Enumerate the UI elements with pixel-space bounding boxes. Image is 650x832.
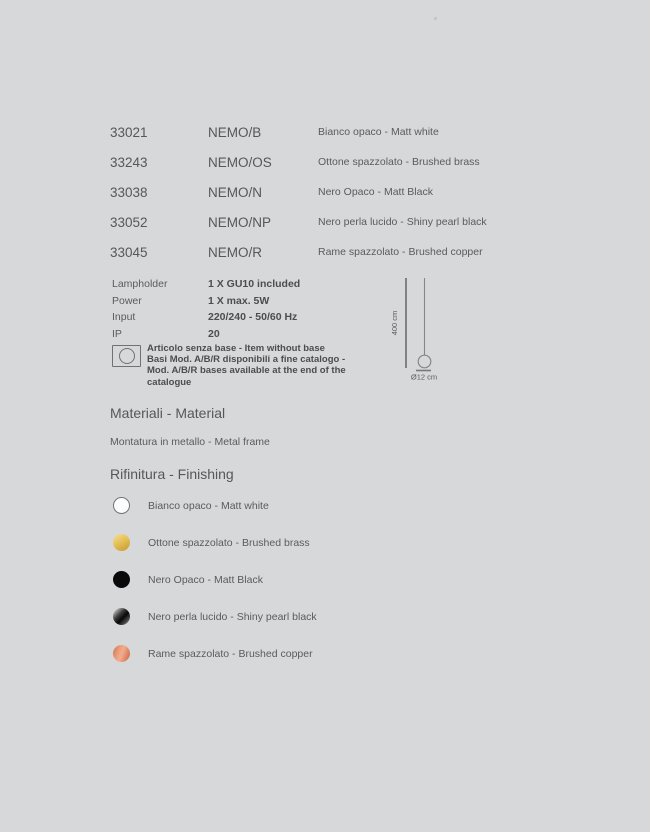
diameter-dimension-label: Ø12 cm xyxy=(410,372,438,382)
materials-heading: Materiali - Material xyxy=(110,405,226,421)
product-name: NEMO/N xyxy=(208,184,262,200)
matt-black-swatch-icon xyxy=(113,571,130,588)
finishing-heading: Rifinitura - Finishing xyxy=(110,466,234,482)
spec-label: Input xyxy=(112,311,136,324)
table-row xyxy=(110,177,580,207)
shiny-pearl-black-swatch-icon xyxy=(113,608,130,625)
spec-value: 220/240 - 50/60 Hz xyxy=(208,311,298,324)
spec-row xyxy=(112,276,412,293)
product-finish: Bianco opaco - Matt white xyxy=(318,126,439,138)
table-row xyxy=(110,207,580,237)
product-code: 33052 xyxy=(110,214,148,230)
base-note xyxy=(112,343,382,388)
table-row xyxy=(110,237,580,267)
table-row xyxy=(110,147,580,177)
stray-mark xyxy=(434,17,437,20)
swatch-label: Bianco opaco - Matt white xyxy=(148,499,269,512)
product-name: NEMO/OS xyxy=(208,154,272,170)
base-note-line: Basi Mod. A/B/R disponibili a fine catalogo - xyxy=(147,354,346,366)
list-item xyxy=(113,561,317,598)
item-without-base-icon-circle xyxy=(119,348,135,364)
product-name: NEMO/R xyxy=(208,244,262,260)
swatch-label: Rame spazzolato - Brushed copper xyxy=(148,647,313,660)
base-note-line: catalogue xyxy=(147,376,192,388)
list-item xyxy=(113,524,317,561)
product-finish: Nero perla lucido - Shiny pearl black xyxy=(318,216,487,228)
brushed-brass-swatch-icon xyxy=(113,534,130,551)
dimension-diagram xyxy=(385,275,475,390)
spec-value: 1 X max. 5W xyxy=(208,294,270,307)
table-row xyxy=(110,117,580,147)
product-code: 33243 xyxy=(110,154,148,170)
spec-value: 1 X GU10 included xyxy=(208,278,301,291)
spec-label: Lampholder xyxy=(112,278,168,291)
product-finish: Ottone spazzolato - Brushed brass xyxy=(318,156,480,168)
base-note-line: Articolo senza base - Item without base xyxy=(147,343,325,354)
spec-value: 20 xyxy=(208,327,220,340)
finishing-swatch-list xyxy=(113,487,317,672)
product-name: NEMO/B xyxy=(208,124,262,140)
list-item xyxy=(113,598,317,635)
lamp-sphere xyxy=(418,355,431,368)
list-item xyxy=(113,487,317,524)
swatch-label: Nero perla lucido - Shiny pearl black xyxy=(148,610,317,623)
base-note-line: Mod. A/B/R bases available at the end of the xyxy=(147,365,346,377)
spec-label: IP xyxy=(112,327,122,340)
product-finish: Rame spazzolato - Brushed copper xyxy=(318,246,483,258)
spec-label: Power xyxy=(112,294,142,307)
product-code: 33038 xyxy=(110,184,148,200)
swatch-label: Nero Opaco - Matt Black xyxy=(148,573,263,586)
product-finish: Nero Opaco - Matt Black xyxy=(318,186,433,198)
brushed-copper-swatch-icon xyxy=(113,645,130,662)
list-item xyxy=(113,635,317,672)
spec-table xyxy=(112,276,412,342)
item-without-base-icon xyxy=(112,345,141,367)
swatch-label: Ottone spazzolato - Brushed brass xyxy=(148,536,310,549)
materials-text: Montatura in metallo - Metal frame xyxy=(110,436,270,448)
product-code: 33045 xyxy=(110,244,148,260)
product-code: 33021 xyxy=(110,124,148,140)
spec-row xyxy=(112,326,412,343)
matt-white-swatch-icon xyxy=(113,497,130,514)
spec-row xyxy=(112,309,412,326)
height-dimension-label: 400 cm xyxy=(390,310,399,336)
product-table xyxy=(110,117,580,267)
product-name: NEMO/NP xyxy=(208,214,272,230)
spec-row xyxy=(112,293,412,310)
base-note-text xyxy=(147,343,382,388)
